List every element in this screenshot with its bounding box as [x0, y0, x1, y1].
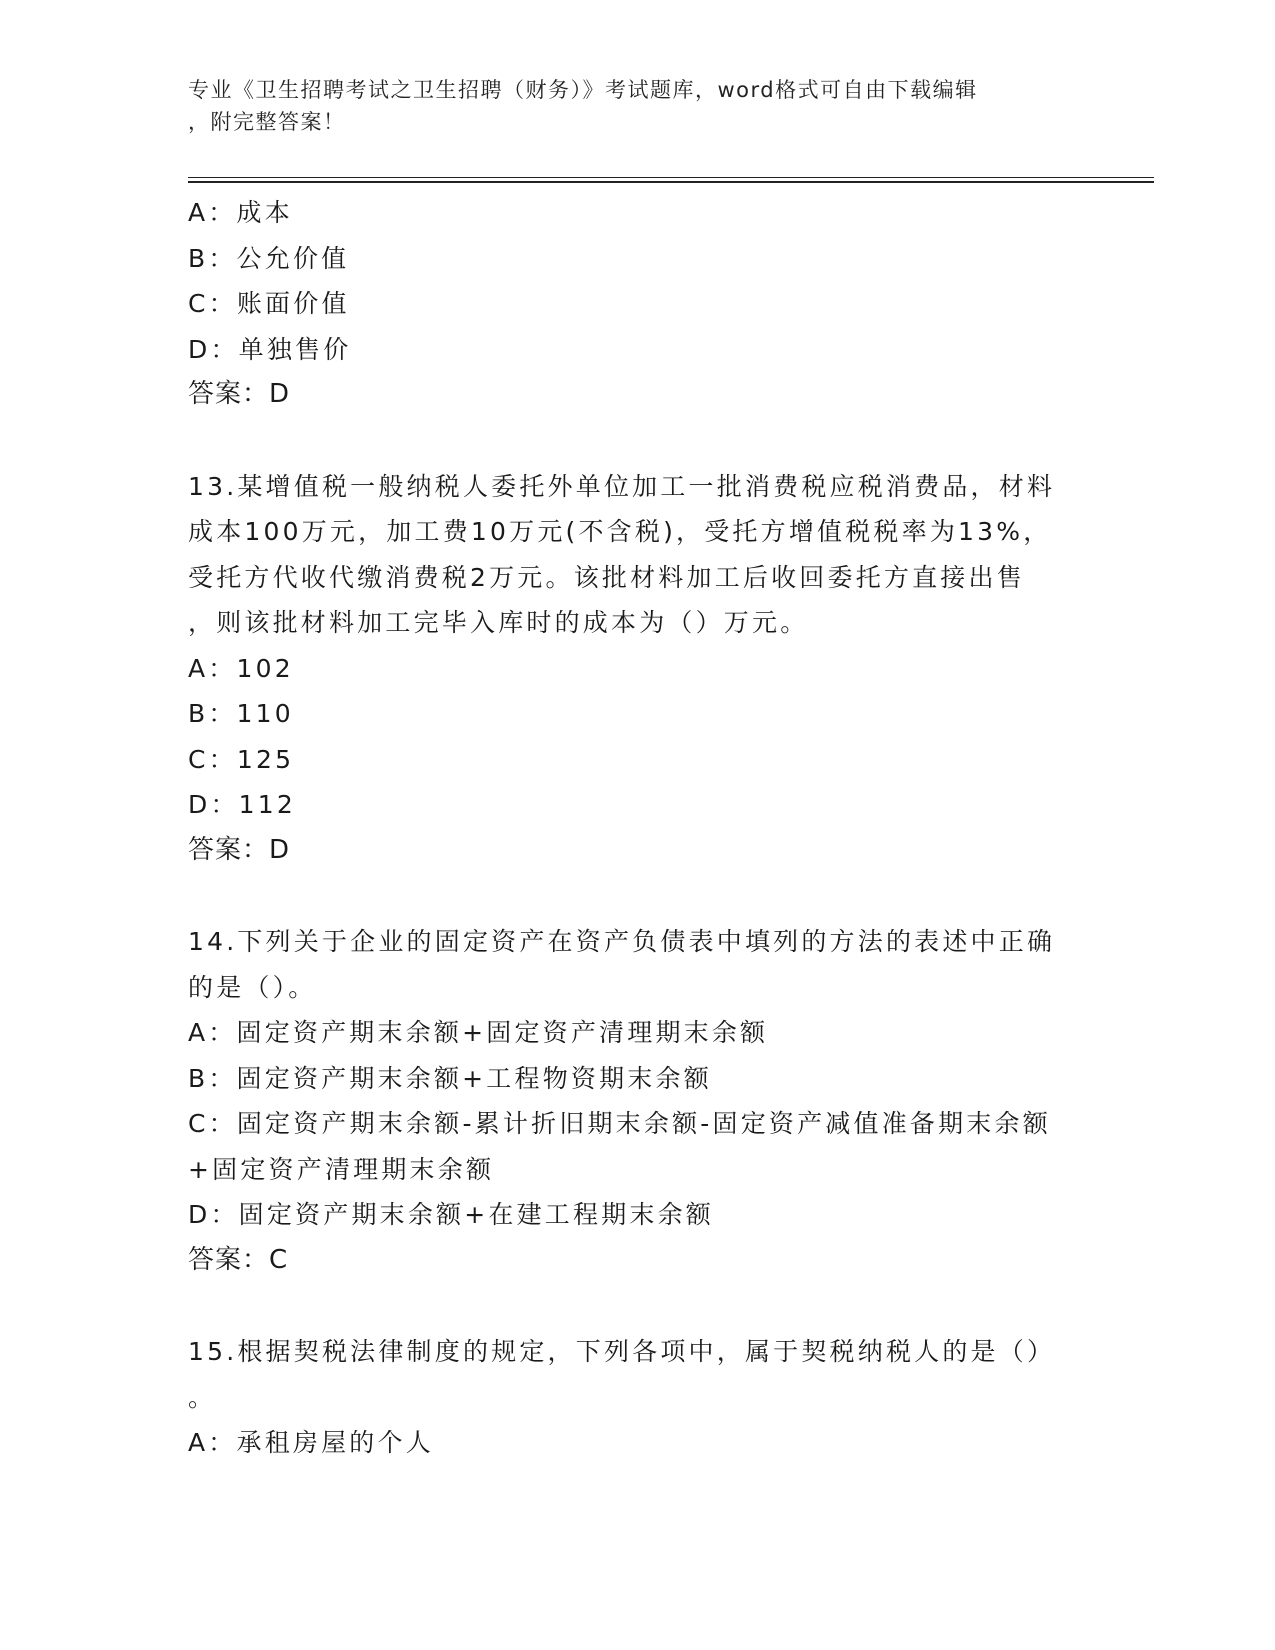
header-line-2: ，附完整答案！ [188, 110, 346, 134]
document-header [188, 74, 1088, 138]
question-15 [188, 1329, 1088, 1466]
question-text-line: ，则该批材料加工完毕入库时的成本为（）万元。 [188, 608, 809, 637]
spacer [188, 873, 1088, 919]
option-d: D：固定资产期末余额+在建工程期末余额 [188, 1200, 714, 1229]
question-14 [188, 919, 1088, 1283]
document-body [188, 190, 1088, 1466]
option-a: A：承租房屋的个人 [188, 1428, 434, 1457]
option-b: B：固定资产期末余额+工程物资期末余额 [188, 1063, 712, 1093]
option-a: A：102 [188, 653, 294, 683]
question-12-tail [188, 190, 1088, 418]
question-text-line: 成本100万元，加工费10万元(不含税)，受托方增值税税率为13%， [188, 517, 1052, 546]
option-d: D：单独售价 [188, 334, 352, 364]
question-text-line: 。 [188, 1382, 217, 1412]
question-text-line: 的是（）。 [188, 972, 317, 1002]
option-a: A：成本 [188, 198, 293, 227]
option-b: B：公允价值 [188, 243, 350, 273]
header-line-1: 专业《卫生招聘考试之卫生招聘（财务）》考试题库，word格式可自由下载编辑 [188, 78, 978, 102]
header-rule-thick [188, 181, 1154, 183]
question-13 [188, 464, 1088, 874]
option-c: C：固定资产期末余额-累计折旧期末余额-固定资产减值准备期末余额 [188, 1109, 1051, 1138]
option-c: C：125 [188, 744, 295, 774]
spacer [188, 418, 1088, 464]
spacer [188, 1283, 1088, 1329]
option-b: B：110 [188, 699, 294, 728]
option-a: A：固定资产期末余额+固定资产清理期末余额 [188, 1018, 769, 1047]
answer-line: 答案：D [188, 834, 291, 865]
answer-line: 答案：C [188, 1244, 289, 1275]
option-c-continued: +固定资产清理期末余额 [188, 1154, 495, 1184]
option-d: D：112 [188, 790, 296, 819]
option-c: C：账面价值 [188, 289, 350, 318]
header-rule-thin [188, 177, 1154, 178]
question-text-line: 14.下列关于企业的固定资产在资产负债表中填列的方法的表述中正确 [188, 927, 1056, 956]
question-text-line: 13.某增值税一般纳税人委托外单位加工一批消费税应税消费品，材料 [188, 471, 1056, 501]
question-text-line: 15.根据契税法律制度的规定，下列各项中，属于契税纳税人的是（） [188, 1337, 1056, 1366]
question-text-line: 受托方代收代缴消费税2万元。该批材料加工后收回委托方直接出售 [188, 562, 1025, 592]
answer-line: 答案：D [188, 379, 291, 409]
